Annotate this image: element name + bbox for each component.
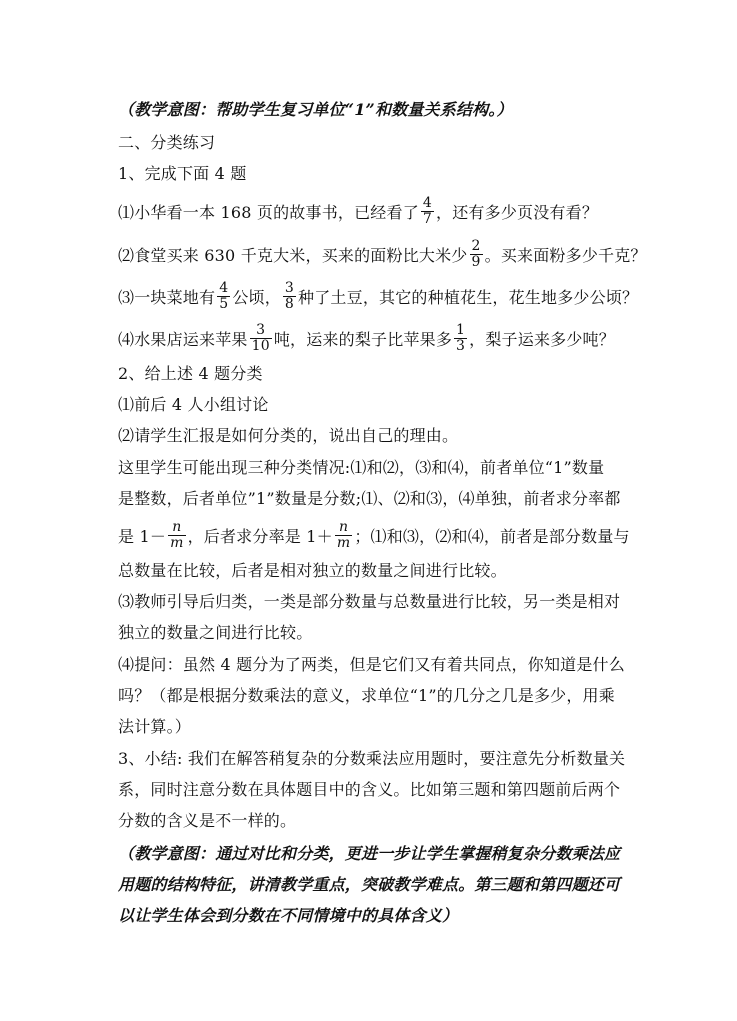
task-2-step-1: ⑴前后 4 人小组讨论 — [118, 395, 269, 414]
fraction: $\frac{4}{7}$ — [422, 195, 433, 227]
task-1-heading: 1、完成下面 4 题 — [118, 164, 247, 183]
problem-3: ⑶一块菜地有 $\frac{4}{5}$ 公顷， $\frac{3}{8}$ 种了土豆，其它的种植花生，花生地多少公顷？ — [118, 280, 639, 312]
fraction: $\frac{1}{3}$ — [456, 322, 466, 354]
paragraph-line: 系，同时注意分数在具体题目中的含义。比如第三题和第四题前后两个 — [118, 780, 621, 799]
problem-1: ⑴小华看一本 168 页的故事书，已经看了 $\frac{4}{7}$ ，还有多少页没有看？ — [118, 195, 599, 227]
fraction: $\frac{n}{m}$ — [336, 519, 351, 551]
problem-2: ⑵食堂买来 630 千克大米，买来的面粉比大米少 $\frac{2}{9}$ 。买来面粉多少千克？ — [118, 238, 647, 270]
paragraph-line: 分数的含义是不一样的。 — [118, 811, 297, 830]
fraction: $\frac{4}{5}$ — [219, 280, 229, 312]
summary-line: 3、小结: 我们在解答稍复杂的分数乘法应用题时，要注意先分析数量关 — [118, 749, 626, 768]
paragraph-line-formula: 是 1－ $\frac{n}{m}$ ，后者求分率是 1＋ $\frac{n}{m}$ ；⑴和⑶，⑵和⑷，前者是部分数量与 — [118, 519, 630, 551]
paragraph-line: 法计算。） — [118, 717, 192, 736]
fraction: $\frac{3}{8}$ — [284, 280, 295, 312]
task-2-step-4: ⑷提问：虽然 4 题分为了两类，但是它们又有着共同点，你知道是什么 — [118, 655, 625, 674]
section-heading: 二、分类练习 — [118, 133, 216, 152]
paragraph-line: 是整数，后者单位”1”数量是分数;⑴、⑵和⑶，⑷单独，前者求分率都 — [118, 489, 621, 508]
fraction: $\frac{n}{m}$ — [170, 519, 184, 551]
fraction: $\frac{2}{9}$ — [471, 238, 481, 270]
paragraph-line: 吗？（都是根据分数乘法的意义，求单位“1”的几分之几是多少，用乘 — [118, 686, 615, 705]
task-2-step-3: ⑶教师引导后归类，一类是部分数量与总数量进行比较，另一类是相对 — [118, 592, 621, 611]
intent-note-2-cont: 用题的结构特征，讲清教学重点，突破教学难点。第三题和第四题还可 — [118, 875, 621, 894]
intent-note-1: （教学意图：帮助学生复习单位“1”和数量关系结构。） — [118, 100, 513, 119]
paragraph-line: 总数量在比较，后者是相对独立的数量之间进行比较。 — [118, 561, 507, 580]
task-2-heading: 2、给上述 4 题分类 — [118, 364, 263, 383]
intent-note-2: （教学意图：通过对比和分类，更进一步让学生掌握稍复杂分数乘法应 — [118, 844, 621, 863]
problem-4: ⑷水果店运来苹果 $\frac{3}{10}$ 吨，运来的梨子比苹果多 $\frac{1}{3}$ ，梨子运来多少吨？ — [118, 322, 615, 354]
paragraph-line: 这里学生可能出现三种分类情况:⑴和⑵，⑶和⑷，前者单位“1”数量 — [118, 458, 605, 477]
fraction: $\frac{3}{10}$ — [251, 322, 270, 354]
paragraph-line: 独立的数量之间进行比较。 — [118, 623, 313, 642]
intent-note-2-cont: 以让学生体会到分数在不同情境中的具体含义） — [118, 906, 459, 925]
task-2-step-2: ⑵请学生汇报是如何分类的，说出自己的理由。 — [118, 426, 459, 445]
